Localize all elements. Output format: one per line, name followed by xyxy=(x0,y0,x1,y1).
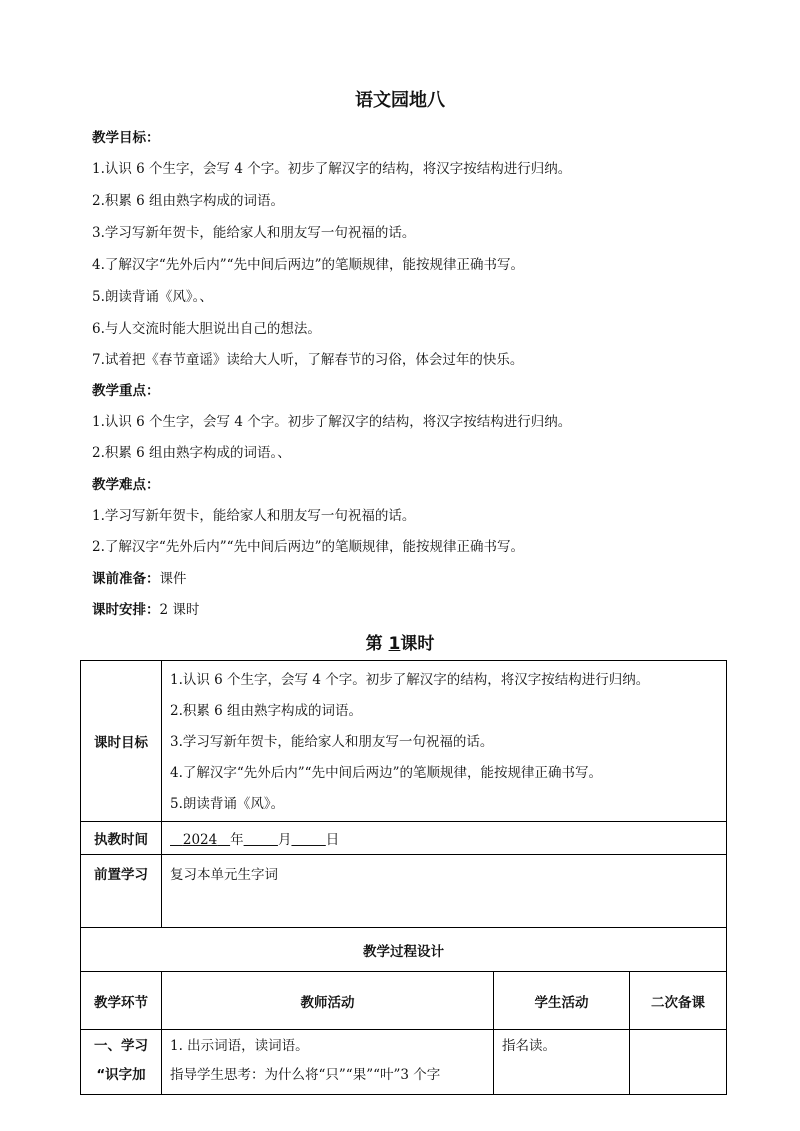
goal-item: 4.了解汉字“先外后内”“先中间后两边”的笔顺规律，能按规律正确书写。 xyxy=(170,765,602,781)
process-title: 教学过程设计 xyxy=(81,928,727,972)
schedule-value: 2 课时 xyxy=(159,602,200,618)
difficulty-item: 2.了解汉字“先外后内”“先中间后两边”的笔顺规律，能按规律正确书写。 xyxy=(92,539,524,555)
date-month-blank xyxy=(244,832,278,848)
objective-item: 7.试着把《春节童谣》读给大人听，了解春节的习俗，体会过年的快乐。 xyxy=(92,352,524,368)
process-header-row xyxy=(81,972,727,1030)
objective-item: 4.了解汉字“先外后内”“先中间后两边”的笔顺规律，能按规律正确书写。 xyxy=(92,257,524,273)
lesson-plan-table xyxy=(80,660,727,1095)
column-header: 学生活动 xyxy=(494,972,630,1030)
date-row xyxy=(81,822,727,855)
lesson-title xyxy=(0,629,800,654)
difficulty-item: 1.学习写新年贺卡，能给家人和朋友写一句祝福的话。 xyxy=(92,508,416,524)
page-title: 语文园地八 xyxy=(355,90,445,111)
column-header: 教师活动 xyxy=(162,972,494,1030)
lesson-title-prefix: 第 xyxy=(365,634,389,654)
goals-row xyxy=(81,661,727,822)
goals-label: 课时目标 xyxy=(81,661,162,822)
stage-cell xyxy=(81,1030,162,1095)
pre-study-label: 前置学习 xyxy=(81,855,162,928)
date-year: 2024 xyxy=(182,832,218,848)
key-point-item: 1.认识 6 个生字，会写 4 个字。初步了解汉字的结构，将汉字按结构进行归纳。 xyxy=(92,414,572,430)
goal-item: 2.积累 6 组由熟字构成的词语。 xyxy=(170,703,363,719)
date-label: 执教时间 xyxy=(81,822,162,855)
objective-item: 1.认识 6 个生字，会写 4 个字。初步了解汉字的结构，将汉字按结构进行归纳。 xyxy=(92,161,572,177)
goals-cell xyxy=(162,661,727,822)
schedule-line xyxy=(92,598,199,618)
date-month-unit: 月 xyxy=(277,832,292,848)
date-cell xyxy=(162,822,727,855)
date-year-unit: 年 xyxy=(230,832,244,848)
goal-item: 3.学习写新年贺卡，能给家人和朋友写一句祝福的话。 xyxy=(170,734,494,750)
preparation-line xyxy=(92,567,187,587)
key-point-item: 2.积累 6 组由熟字构成的词语。、 xyxy=(92,445,291,461)
objective-item: 5.朗读背诵《风》。、 xyxy=(92,289,213,305)
date-day-unit: 日 xyxy=(325,832,340,848)
process-row xyxy=(81,1030,727,1095)
process-title-row xyxy=(81,928,727,972)
preparation-label: 课前准备： xyxy=(92,571,160,587)
lesson-title-suffix: 课时 xyxy=(400,634,435,654)
objective-item: 6.与人交流时能大胆说出自己的想法。 xyxy=(92,321,321,337)
schedule-label: 课时安排： xyxy=(92,602,160,618)
difficulties-heading: 教学难点： xyxy=(92,477,160,493)
pre-study-value: 复习本单元生字词 xyxy=(162,855,727,928)
pre-study-row xyxy=(81,855,727,928)
preparation-value: 课件 xyxy=(159,571,187,587)
teacher-line: 指导学生思考：为什么将“只”“果”“叶”3 个字 xyxy=(170,1067,441,1083)
column-header: 二次备课 xyxy=(630,972,727,1030)
key-points-heading: 教学重点： xyxy=(92,383,160,399)
goal-item: 5.朗读背诵《风》。 xyxy=(170,796,285,812)
second-prep-cell xyxy=(630,1030,727,1095)
objectives-heading: 教学目标： xyxy=(92,130,160,146)
objective-item: 2.积累 6 组由熟字构成的词语。 xyxy=(92,193,285,209)
student-line: 指名读。 xyxy=(502,1038,556,1054)
lesson-number: 1 xyxy=(388,634,401,654)
student-activity-cell xyxy=(494,1030,630,1095)
objective-item: 3.学习写新年贺卡，能给家人和朋友写一句祝福的话。 xyxy=(92,225,416,241)
stage-line: “识字加 xyxy=(96,1067,146,1083)
column-header: 教学环节 xyxy=(81,972,162,1030)
goal-item: 1.认识 6 个生字，会写 4 个字。初步了解汉字的结构，将汉字按结构进行归纳。 xyxy=(170,672,650,688)
teacher-line: 1. 出示词语，读词语。 xyxy=(170,1038,309,1054)
teacher-activity-cell xyxy=(162,1030,494,1095)
date-day-blank xyxy=(291,832,325,848)
stage-line: 一、学习 xyxy=(94,1038,148,1054)
